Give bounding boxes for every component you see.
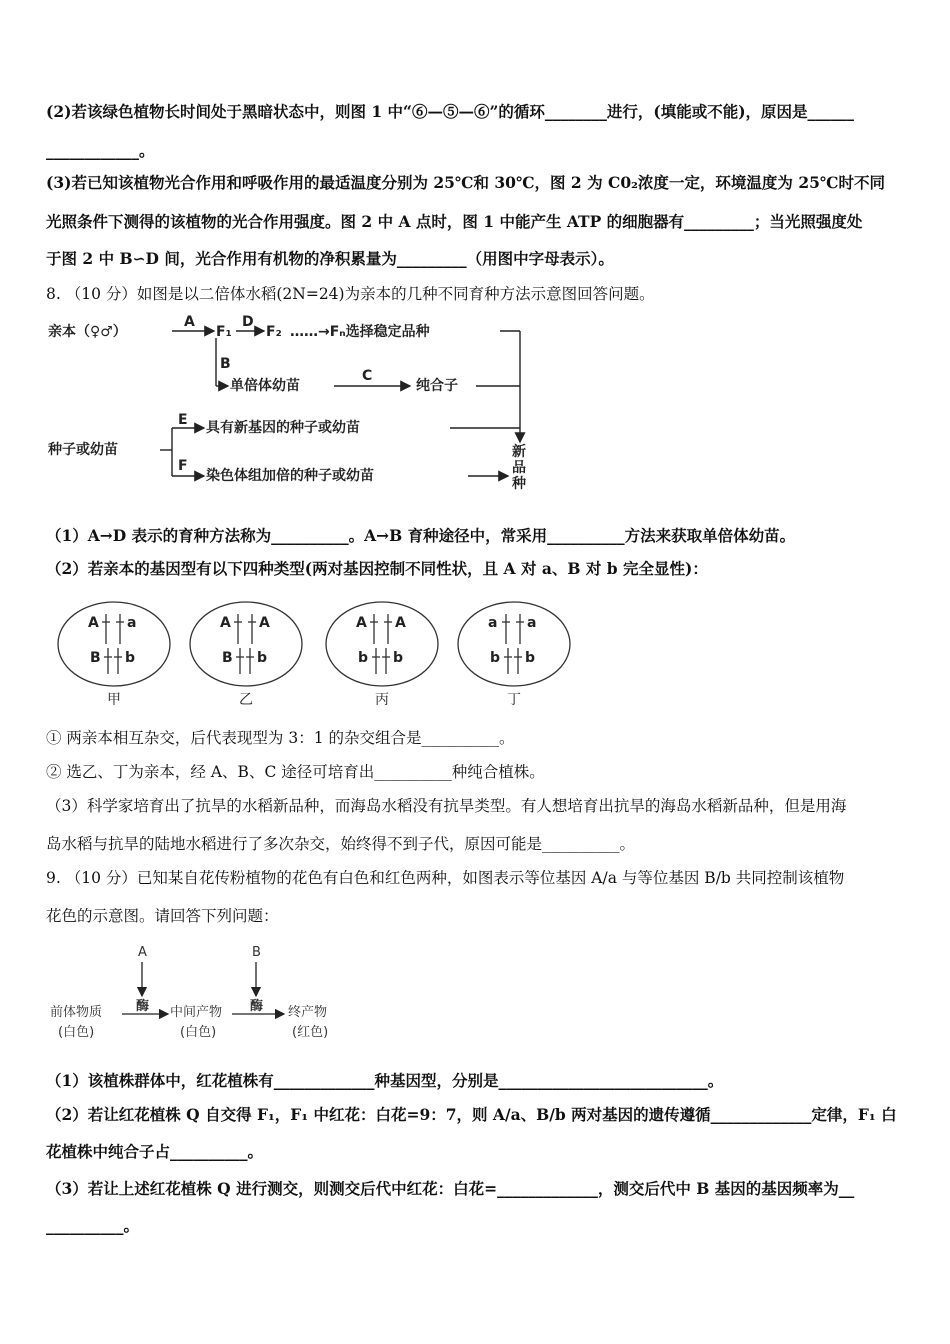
- route-d-label: D: [242, 314, 254, 330]
- gene-b-label: B: [252, 945, 261, 960]
- q9-stem-line1: 9. （10 分）已知某自花传粉植物的花色有白色和红色两种，如图表示等位基因 A/a 与等位基因 B/b 共同控制该植物: [46, 869, 845, 887]
- cell-name-bing: 丙: [375, 692, 389, 708]
- enzyme1-label: 酶: [136, 999, 150, 1014]
- route-e-label: E: [178, 412, 188, 428]
- route-a-label: A: [184, 314, 195, 330]
- q9-part2-line1: （2）若让红花植株 Q 自交得 F₁，F₁ 中红花：白花=9：7，则 A/a、B/b 两对基因的遗传遵循_____________定律，F₁ 白: [46, 1105, 897, 1124]
- gene-a-label: A: [138, 945, 147, 960]
- q8-breeding-diagram: [40, 310, 540, 500]
- final-label: 终产物: [288, 1005, 328, 1020]
- new-variety-char1: 新: [512, 444, 526, 460]
- route-c-label: C: [362, 368, 373, 384]
- allele-jia-bl: B: [90, 650, 101, 666]
- allele-jia-br: b: [125, 650, 136, 666]
- allele-ding-tr: a: [527, 615, 537, 631]
- precursor-label: 前体物质: [50, 1005, 103, 1020]
- allele-yi-br: b: [257, 650, 268, 666]
- intermediate-color: (白色): [180, 1025, 217, 1040]
- cell-yi-outline: [190, 602, 302, 686]
- allele-yi-tr: A: [259, 615, 270, 631]
- q8-genotype-cells: [52, 600, 592, 710]
- q8-part1: （1）A→D 表示的育种方法称为__________。A→B 育种途径中，常采用__________方法来获取单倍体幼苗。: [46, 526, 796, 545]
- final-color: (红色): [292, 1025, 329, 1040]
- allele-bing-bl: b: [358, 650, 369, 666]
- q8-part3-line2: 岛水稻与抗旱的陆地水稻进行了多次杂交，始终得不到子代，原因可能是__________。: [46, 835, 636, 853]
- q9-part2-line2: 花植株中纯合子占__________。: [46, 1142, 264, 1161]
- homozygote-label: 纯合子: [416, 378, 458, 394]
- allele-ding-bl: b: [490, 650, 501, 666]
- allele-ding-tl: a: [488, 615, 498, 631]
- cell-name-ding: 丁: [507, 692, 521, 708]
- cell-ding-outline: [458, 602, 570, 686]
- f1-label: F₁: [216, 324, 232, 340]
- chromosomes-bing: [370, 614, 392, 674]
- allele-yi-tl: A: [220, 615, 231, 631]
- haploid-label: 单倍体幼苗: [230, 378, 300, 394]
- q9-stem-line2: 花色的示意图。请回答下列问题：: [46, 907, 279, 925]
- f2-label: F₂: [266, 324, 282, 340]
- route-f-label: F: [178, 458, 188, 474]
- cell-bing-outline: [326, 602, 438, 686]
- q7-part3-line3: 于图 2 中 B∽D 间，光合作用有机物的净积累量为_________（用图中字母表示）。: [46, 249, 614, 268]
- new-variety-char2: 品: [512, 460, 526, 476]
- chromosomes-ding: [502, 614, 524, 674]
- intermediate-label: 中间产物: [170, 1005, 223, 1020]
- cell-jia-outline: [58, 602, 170, 686]
- q7-part2-line2: ____________。: [46, 141, 155, 160]
- allele-jia-tl: A: [88, 615, 99, 631]
- chrom-double-label: 染色体组加倍的种子或幼苗: [206, 468, 374, 484]
- route-b-label: B: [220, 356, 231, 372]
- parent-label: 亲本（♀♂）: [48, 324, 127, 340]
- allele-jia-tr: a: [127, 615, 137, 631]
- seed-label: 种子或幼苗: [48, 442, 118, 458]
- q8-sub1: ① 两亲本相互杂交，后代表现型为 3：1 的杂交组合是__________。: [46, 729, 515, 747]
- q7-part2-line1: (2)若该绿色植物长时间处于黑暗状态中，则图 1 中“⑥—⑤—⑥”的循环________进行，(填能或不能)，原因是______: [46, 102, 855, 121]
- q7-part3-line1: (3)若已知该植物光合作用和呼吸作用的最适温度分别为 25℃和 30℃，图 2 为 C0₂浓度一定，环境温度为 25℃时不同: [46, 173, 885, 192]
- allele-yi-bl: B: [222, 650, 233, 666]
- chromosomes-yi: [234, 614, 256, 674]
- allele-bing-tl: A: [356, 615, 367, 631]
- precursor-color: (白色): [58, 1025, 95, 1040]
- enzyme2-label: 酶: [250, 999, 264, 1014]
- fn-label: ……→Fₙ选择稳定品种: [290, 324, 430, 340]
- q8-part2: （2）若亲本的基因型有以下四种类型(两对基因控制不同性状，且 A 对 a、B 对 b 完全显性)：: [46, 559, 708, 578]
- allele-bing-br: b: [393, 650, 404, 666]
- q8-stem: 8. （10 分）如图是以二倍体水稻(2N=24)为亲本的几种不同育种方法示意图回答问题。: [46, 285, 655, 303]
- new-variety-char3: 种: [512, 476, 526, 492]
- q7-part3-line2: 光照条件下测得的该植物的光合作用强度。图 2 中 A 点时，图 1 中能产生 ATP 的细胞器有_________；当光照强度处: [46, 212, 863, 231]
- q9-pathway-diagram: [44, 940, 364, 1050]
- new-gene-label: 具有新基因的种子或幼苗: [206, 420, 360, 436]
- q9-part3-line2: __________。: [46, 1216, 140, 1235]
- cell-name-jia: 甲: [107, 692, 121, 708]
- q9-part3-line1: （3）若让上述红花植株 Q 进行测交，则测交后代中红花：白花=_____________，测交后代中 B 基因的基因频率为__: [46, 1179, 855, 1198]
- q8-part3-line1: （3）科学家培育出了抗旱的水稻新品种，而海岛水稻没有抗旱类型。有人想培育出抗旱的海岛水稻新品种，但是用海: [46, 797, 847, 815]
- q8-sub2: ② 选乙、丁为亲本，经 A、B、C 途径可培育出__________种纯合植株。: [46, 763, 545, 781]
- chromosomes-jia: [102, 614, 124, 674]
- cell-name-yi: 乙: [239, 692, 253, 708]
- q9-part1: （1）该植株群体中，红花植株有_____________种基因型，分别是___________________________。: [46, 1071, 724, 1090]
- allele-ding-br: b: [525, 650, 536, 666]
- allele-bing-tr: A: [395, 615, 406, 631]
